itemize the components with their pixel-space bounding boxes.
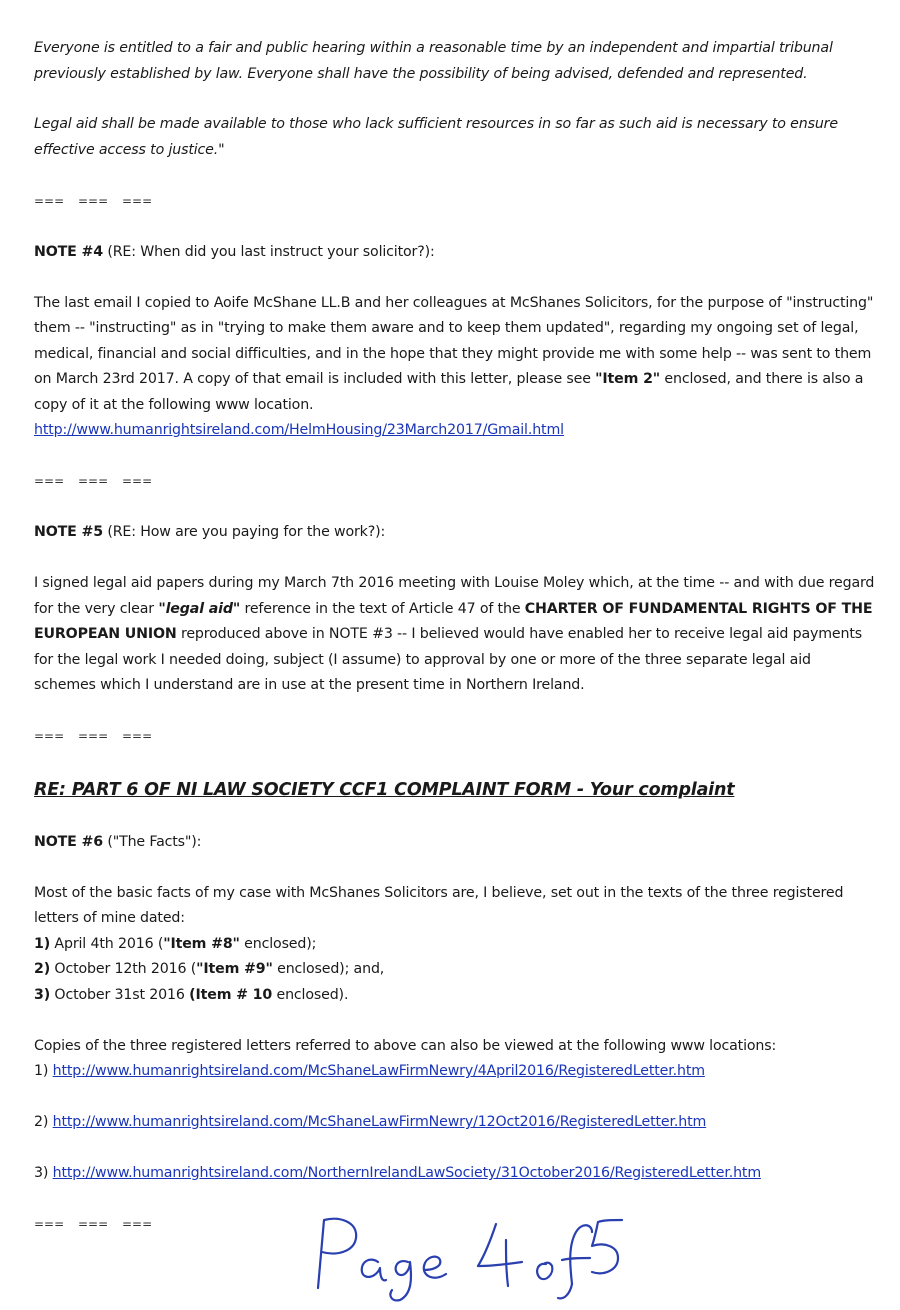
letter-item: (Item # 10 xyxy=(189,986,273,1003)
letter-date: October 31st 2016 xyxy=(50,986,190,1003)
note-4-item: "Item 2" xyxy=(595,371,661,387)
list-number: 1) xyxy=(34,935,51,952)
link-item xyxy=(34,1161,876,1187)
note-5-body xyxy=(34,571,876,699)
letter-item: "Item #8" xyxy=(163,935,240,952)
note-6-intro: Most of the basic facts of my case with McShanes Solicitors are, I believe, set out in the texts of the three registered letters of mine dated: xyxy=(34,884,844,926)
registered-letter-link[interactable]: http://www.humanrightsireland.com/McShaneLawFirmNewry/12Oct2016/RegisteredLetter.htm xyxy=(52,1114,707,1130)
note-5-heading xyxy=(34,520,876,546)
letter-date: April 4th 2016 ( xyxy=(50,935,164,952)
letter-tail: enclosed); and, xyxy=(272,961,385,977)
link-item xyxy=(34,1110,876,1136)
note-5-legal-aid: "legal aid" xyxy=(158,600,241,617)
note-4-link[interactable]: http://www.humanrightsireland.com/HelmHousing/23March2017/Gmail.html xyxy=(34,422,564,438)
note-6-heading xyxy=(34,830,876,856)
list-number: 3) xyxy=(34,986,51,1003)
note-5-charter: CHARTER OF FUNDAMENTAL RIGHTS OF THE EUROPEAN UNION xyxy=(34,600,873,642)
link-number: 3) xyxy=(34,1165,53,1181)
link-number: 2) xyxy=(34,1114,53,1130)
section-heading: RE: PART 6 OF NI LAW SOCIETY CCF1 COMPLAINT FORM - Your complaint xyxy=(34,779,735,800)
note-4-label: NOTE #4 xyxy=(34,243,103,260)
note-4-title: (RE: When did you last instruct your solicitor?): xyxy=(102,243,435,260)
note-5-body-3: reproduced above in NOTE #3 -- I believed would have enabled her to receive legal aid payments for the legal work I needed doing, subject (I assume) to approval by one or more of the three separate legal aid schemes which I understand are in use at the present time in Northern Ireland. xyxy=(34,626,862,693)
copies-intro: Copies of the three registered letters referred to above can also be viewed at the following www locations: xyxy=(34,1037,777,1054)
letter-list-item xyxy=(34,983,876,1009)
note-4-body xyxy=(34,291,876,419)
note-5-body-2: reference in the text of Article 47 of the xyxy=(240,600,525,617)
note-5-body-1: I signed legal aid papers during my March 7th 2016 meeting with Louise Moley which, at the time -- and with due regard for the very clear xyxy=(34,575,875,617)
letter-tail: enclosed). xyxy=(272,986,349,1003)
letter-list-item xyxy=(34,957,876,983)
list-number: 2) xyxy=(34,961,51,977)
article-paragraph-1: Everyone is entitled to a fair and public hearing within a reasonable time by an independent and impartial tribunal previously established by law. Everyone shall have the possibility of being advised, defended and represented. xyxy=(34,40,833,82)
separator: === === === xyxy=(34,193,153,208)
separator: === === === xyxy=(34,474,153,488)
note-4-body-tail: enclosed, and there is also a copy of it at the following www location. xyxy=(34,371,864,413)
letter-tail: enclosed); xyxy=(239,935,317,952)
letter-item: "Item #9" xyxy=(196,961,273,977)
letter-date: October 12th 2016 ( xyxy=(50,961,197,977)
separator: === === === xyxy=(34,1217,153,1231)
note-5-title: (RE: How are you paying for the work?): xyxy=(102,524,386,540)
note-5-label: NOTE #5 xyxy=(34,524,103,540)
handwritten-page-number xyxy=(300,1206,640,1302)
note-4-heading xyxy=(34,240,876,266)
registered-letter-link[interactable]: http://www.humanrightsireland.com/McShaneLawFirmNewry/4April2016/RegisteredLetter.htm xyxy=(52,1063,705,1079)
registered-letter-link[interactable]: http://www.humanrightsireland.com/NorthernIrelandLawSociety/31October2016/RegisteredLetter.htm xyxy=(52,1165,761,1181)
note-4-body-text: The last email I copied to Aoife McShane LL.B and her colleagues at McShanes Solicitors, for the purpose of "instructing" them -- "instructing" as in "trying to make them aware and to keep them updated", regarding my ongoing set of legal, medical, financial and social difficulties, and in the hope that they might provide me with some help -- was sent to them on March 23rd 2017. A copy of that email is included with this letter, please see xyxy=(34,294,874,387)
letter-list-item xyxy=(34,932,876,958)
article-paragraph-2: Legal aid shall be made available to those who lack sufficient resources in so far as such aid is necessary to ensure effective access to justice." xyxy=(34,116,838,158)
link-number: 1) xyxy=(34,1063,53,1079)
note-6-title: ("The Facts"): xyxy=(102,833,202,850)
link-item xyxy=(34,1059,876,1085)
separator: === === === xyxy=(34,729,153,743)
note-6-label: NOTE #6 xyxy=(34,833,103,850)
document-page xyxy=(34,36,876,1238)
